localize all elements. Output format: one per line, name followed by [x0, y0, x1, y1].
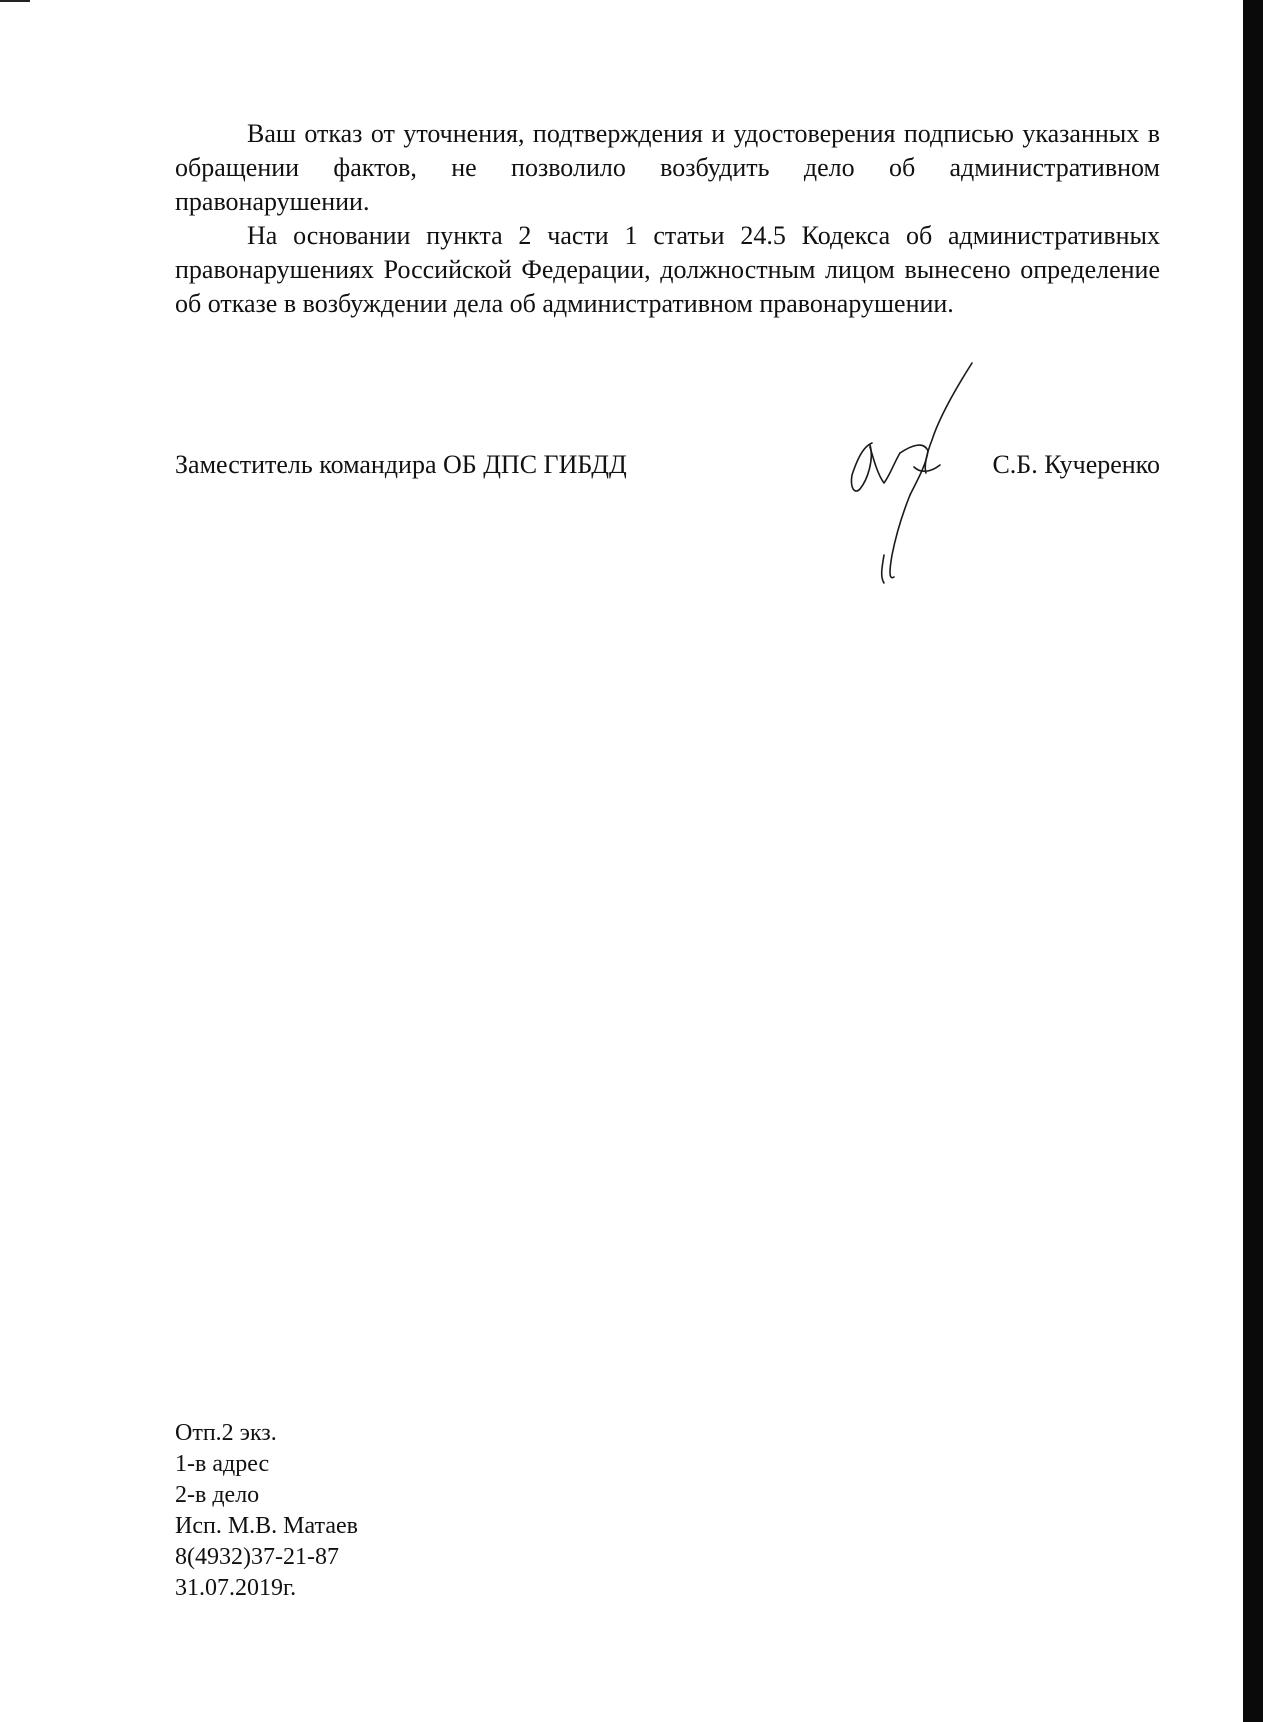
scan-edge-shadow [1243, 0, 1263, 1722]
copy-1-destination: 1-в адрес [175, 1451, 270, 1477]
footer-notes [175, 1418, 358, 1604]
document-date: 31.07.2019г. [175, 1575, 297, 1601]
letter-body [175, 117, 1160, 321]
signature-block [175, 448, 1160, 488]
copy-2-destination: 2-в дело [175, 1482, 260, 1508]
copies-count: Отп.2 экз. [175, 1420, 277, 1446]
signer-name: С.Б. Кучеренко [992, 450, 1160, 479]
paragraph-refusal: Ваш отказ от уточнения, подтверждения и удостоверения подписью указанных в обращении фактов, не позволило возбудить дело об административном правонарушении. [175, 119, 1160, 216]
executor-name: Исп. М.В. Матаев [175, 1513, 358, 1539]
scan-corner-mark [0, 0, 30, 2]
executor-phone: 8(4932)37-21-87 [175, 1544, 339, 1570]
position-title: Заместитель командира ОБ ДПС ГИБДД [175, 450, 627, 479]
handwritten-signature [840, 355, 980, 595]
paragraph-decision: На основании пункта 2 части 1 статьи 24.5 Кодекса об административных правонарушениях Российской Федерации, должностным лицом вынесено определение об отказе в возбуждении дела об административном правонарушении. [175, 221, 1160, 318]
